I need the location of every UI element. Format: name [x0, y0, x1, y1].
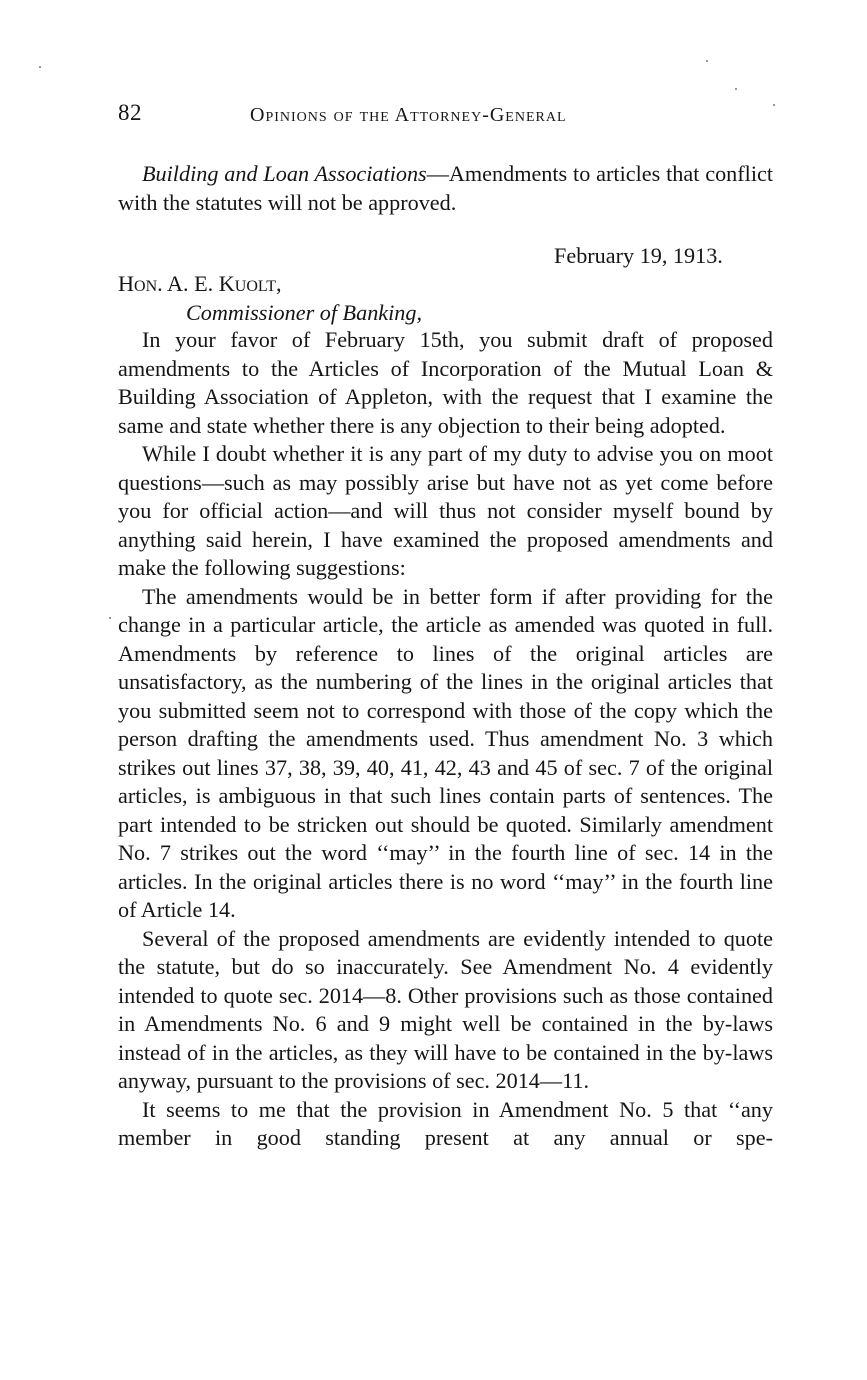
scan-speck [706, 60, 708, 62]
scan-speck [773, 104, 775, 106]
headnote-summary: —Amendments to articles that conflict with the statutes will not be approved. [118, 161, 773, 215]
scan-speck [39, 66, 41, 68]
paragraph: The amendments would be in better form if after providing for the change in a particular article, the article as amended was quoted in full. Amendments by reference to lines of the original articles are unsatisfactory, as the numbering of the lines in the original articles that you submitted seem not to correspond with those of the copy which the person drafting the amendments used. Thus amendment No. 3 which strikes out lines 37, 38, 39, 40, 41, 42, 43 and 45 of sec. 7 of the original articles, is ambiguous in that such lines contain parts of sentences. The part intended to be stricken out should be quoted. Similarly amendment No. 7 strikes out the word ‘‘may’’ in the fourth line of sec. 14 in the articles. In the original articles there is no word ‘‘may’’ in the fourth line of Article 14. [118, 583, 773, 922]
paragraph: Several of the proposed amendments are evidently intended to quote the statute, but do so inaccurately. See Amendment No. 4 evidently intended to quote sec. 2014—8. Other provisions such as those contained in Amendments No. 6 and 9 might well be contained in the by-laws instead of in the articles, as they will have to be contained in the by-laws anyway, pursuant to the provisions of sec. 2014—11. [118, 925, 773, 1093]
recipient-name: A. E. Kuolt, [167, 271, 282, 296]
paragraph: In your favor of February 15th, you submit draft of proposed amendments to the Articles of Incorporation of the Mutual Loan & Building Association of Appleton, with the request that I examine the same and state whether there is any objection to their being adopted. [118, 327, 773, 438]
paragraph: It seems to me that the provision in Amendment No. 5 that ‘‘any member in good standing present at any annual or spe- [118, 1096, 773, 1150]
scan-speck [735, 88, 737, 90]
addressee-block [118, 270, 422, 327]
opinion-body [118, 326, 773, 1153]
salutation-prefix: Hon. [118, 271, 168, 296]
headnote-topic: Building and Loan Associations [142, 161, 427, 186]
paragraph: While I doubt whether it is any part of my duty to advise you on moot questions—such as may possibly arise but have not as yet come before you for official action—and will thus not consider myself bound by anything said herein, I have examined the proposed amendments and make the following suggestions: [118, 441, 773, 580]
page-number: 82 [118, 100, 142, 125]
recipient-line [118, 270, 422, 299]
letter-date: February 19, 1913. [554, 243, 723, 268]
recipient-title: Commissioner of Banking, [186, 299, 423, 325]
running-head: Opinions of the Attorney-General [250, 104, 567, 126]
headnote [118, 160, 773, 217]
scan-speck [109, 617, 111, 619]
